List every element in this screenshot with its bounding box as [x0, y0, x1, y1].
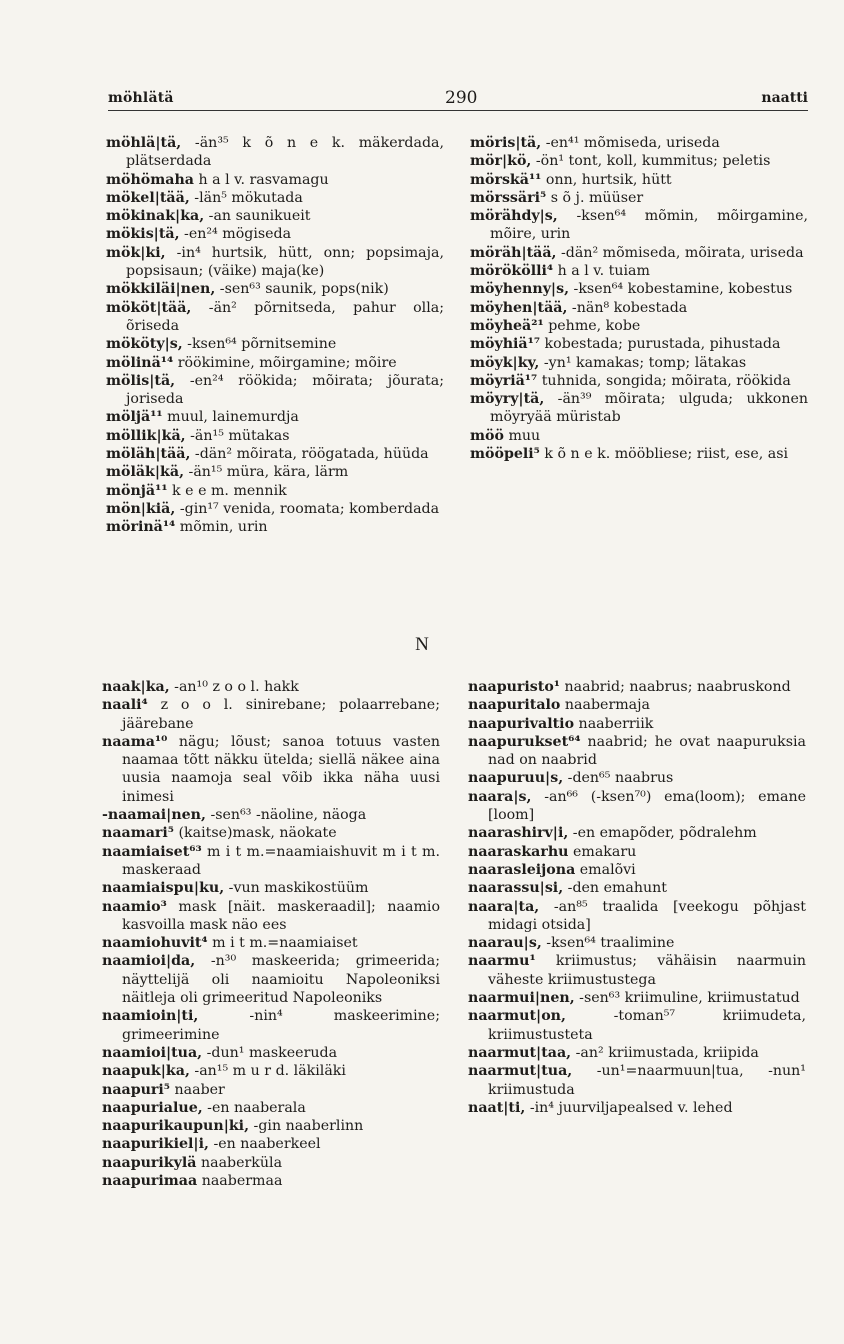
dictionary-entry: [106, 335, 444, 353]
dictionary-entry: [470, 171, 808, 189]
dictionary-entry: [102, 1117, 440, 1135]
dictionary-entry: [470, 134, 808, 152]
dictionary-entry: [468, 879, 806, 897]
dictionary-entry: [106, 244, 444, 281]
entry-definition: -an⁶⁶ (-ksen⁷⁰) ema(loom); emane [loom]: [488, 788, 806, 824]
column-top-right: [470, 134, 808, 463]
entry-definition: -en²⁴ mögiseda: [179, 226, 292, 243]
entry-definition: -toman⁵⁷ kriimudeta, kriimustusteta: [488, 1008, 806, 1043]
entry-headword: naapurimaa: [102, 1173, 198, 1190]
dictionary-entry: [102, 806, 440, 824]
dictionary-entry: [106, 171, 444, 189]
entry-headword: mök|ki,: [106, 244, 166, 261]
dictionary-entry: [106, 518, 444, 536]
dictionary-entry: [468, 952, 806, 989]
header-left-guideword: möhlätä: [108, 90, 174, 106]
entry-definition: -vun maskikostüüm: [224, 880, 369, 897]
entry-definition: -den emahunt: [563, 880, 667, 897]
dictionary-entry: [102, 843, 440, 880]
entry-headword: möljä¹¹: [106, 409, 163, 426]
entry-headword: möhlä|tä,: [106, 135, 182, 151]
entry-headword: möläh|tää,: [106, 446, 191, 463]
entry-headword: mönjä¹¹: [106, 482, 168, 499]
entry-headword: naama¹⁰: [102, 733, 168, 750]
entry-definition: naabermaja: [560, 697, 650, 714]
dictionary-entry: [468, 769, 806, 787]
entry-definition: -ksen⁶⁴ kobestamine, kobestus: [569, 281, 793, 298]
entry-headword: möllik|kä,: [106, 427, 186, 444]
dictionary-entry: [468, 934, 806, 952]
entry-headword: mökkiläi|nen,: [106, 281, 216, 298]
entry-headword: -naamai|nen,: [102, 807, 206, 824]
dictionary-entry: [106, 427, 444, 445]
entry-headword: mörskä¹¹: [470, 171, 542, 188]
dictionary-entry: [470, 244, 808, 262]
dictionary-entry: [102, 1081, 440, 1099]
entry-headword: naapuri⁵: [102, 1081, 171, 1098]
entry-definition: -en⁴¹ mõmiseda, uriseda: [541, 135, 720, 151]
entry-headword: möyriä¹⁷: [470, 372, 538, 389]
entry-definition: z o o l. sinirebane; polaarrebane; jäärebane: [122, 697, 440, 732]
dictionary-entry: [102, 824, 440, 842]
entry-definition: -dän² mõirata, röögatada, hüüda: [190, 446, 429, 463]
dictionary-entry: [102, 934, 440, 952]
entry-definition: -än¹⁵ müra, kära, lärm: [184, 464, 349, 481]
entry-definition: -den⁶⁵ naabrus: [563, 770, 674, 787]
entry-headword: mölinä¹⁴: [106, 354, 174, 371]
dictionary-entry: [468, 1007, 806, 1044]
entry-definition: -nin⁴ maskeerimine; grimeerimine: [122, 1008, 440, 1043]
entry-definition: tuhnida, songida; mõirata, röökida: [537, 372, 791, 389]
dictionary-entry: [106, 225, 444, 243]
dictionary-entry: [102, 678, 440, 696]
dictionary-entry: [470, 152, 808, 170]
entry-headword: möyhen|tää,: [470, 299, 568, 316]
dictionary-entry: [102, 1172, 440, 1190]
dictionary-entry: [468, 824, 806, 842]
dictionary-entry: [470, 262, 808, 280]
entry-headword: naarmui|nen,: [468, 990, 575, 1007]
column-bottom-right: [468, 678, 806, 1117]
dictionary-entry: [102, 733, 440, 806]
entry-definition: -un¹=naarmuun|tua, -nun¹ kriimustuda: [488, 1063, 806, 1098]
entry-definition: -en emapõder, põdralehm: [568, 825, 757, 842]
dictionary-entry: [468, 989, 806, 1007]
dictionary-entry: [106, 299, 444, 336]
entry-definition: s õ j. müüser: [546, 189, 644, 206]
entry-definition: -dän² mõmiseda, mõirata, uriseda: [556, 244, 804, 261]
dictionary-entry: [468, 715, 806, 733]
dictionary-entry: [468, 696, 806, 714]
entry-headword: naarau|s,: [468, 935, 542, 952]
entry-headword: möhömaha: [106, 171, 194, 188]
dictionary-entry: [470, 390, 808, 427]
entry-definition: naaberriik: [574, 715, 654, 732]
entry-headword: naamiaiset⁶³: [102, 843, 202, 860]
entry-headword: naamioi|da,: [102, 953, 196, 970]
dictionary-entry: [106, 408, 444, 426]
entry-definition: m i t m.=naamiaiset: [207, 935, 358, 952]
entry-headword: mököty|s,: [106, 336, 183, 353]
page-header: [108, 86, 808, 111]
entry-headword: mököt|tää,: [106, 299, 192, 316]
entry-headword: naamiaispu|ku,: [102, 880, 225, 897]
entry-definition: -län⁵ mökutada: [189, 189, 303, 206]
entry-definition: emakaru: [568, 843, 637, 860]
dictionary-entry: [102, 952, 440, 1007]
entry-headword: naat|ti,: [468, 1099, 526, 1116]
entry-headword: mökel|tää,: [106, 189, 190, 206]
entry-definition: -n³⁰ maskeerida; grimeerida; näyttelijä oli naamioitu Napoleoniksi näitleja oli grimeeritud Napoleoniks: [122, 953, 440, 1007]
dictionary-entry: [468, 843, 806, 861]
dictionary-entry: [102, 1062, 440, 1080]
entry-definition: -ksen⁶⁴ põrnitsemine: [182, 336, 337, 353]
entry-definition: k õ n e k. mööbliese; riist, ese, asi: [539, 446, 789, 463]
section-letter: N: [415, 634, 429, 655]
entry-headword: naarassu|si,: [468, 880, 564, 897]
dictionary-entry: [468, 1062, 806, 1099]
dictionary-entry: [106, 445, 444, 463]
entry-definition: onn, hurtsik, hütt: [541, 171, 672, 188]
entry-headword: möyhenny|s,: [470, 281, 570, 298]
entry-headword: naapurivaltio: [468, 715, 575, 732]
entry-headword: möräh|tää,: [470, 244, 557, 261]
entry-definition: kriimustus; vähäisin naarmuin väheste kriimustustega: [488, 953, 806, 988]
dictionary-entry: [468, 861, 806, 879]
entry-headword: naapurikaupun|ki,: [102, 1118, 250, 1135]
dictionary-entry: [106, 463, 444, 481]
dictionary-entry: [102, 1135, 440, 1153]
entry-headword: naapuruu|s,: [468, 770, 564, 787]
dictionary-entry: [468, 733, 806, 770]
entry-headword: naak|ka,: [102, 679, 170, 695]
entry-definition: -dun¹ maskeeruda: [202, 1044, 338, 1061]
dictionary-entry: [470, 427, 808, 445]
entry-headword: möyheä²¹: [470, 317, 544, 334]
dictionary-entry: [468, 898, 806, 935]
dictionary-entry: [106, 482, 444, 500]
entry-definition: röökimine, mõirgamine; mõire: [173, 354, 397, 371]
entry-definition: kobestada; purustada, pihustada: [540, 336, 781, 353]
entry-headword: naamari⁵: [102, 825, 174, 842]
entry-headword: naapurukset⁶⁴: [468, 733, 581, 750]
entry-headword: naarmut|taa,: [468, 1044, 572, 1061]
entry-headword: naaraskarhu: [468, 843, 569, 860]
entry-definition: muu: [503, 427, 541, 444]
dictionary-entry: [102, 898, 440, 935]
header-right-guideword: naatti: [761, 90, 808, 106]
entry-headword: naarashirv|i,: [468, 825, 569, 842]
entry-headword: mölis|tä,: [106, 372, 176, 389]
entry-definition: -en²⁴ röökida; mõirata; jõurata; joriseda: [126, 372, 444, 408]
entry-headword: naarmu¹: [468, 953, 536, 970]
entry-definition: -yn¹ kamakas; tomp; lätakas: [539, 354, 747, 371]
entry-definition: -än² põrnitseda, pahur olla; õriseda: [126, 299, 444, 334]
dictionary-entry: [468, 788, 806, 825]
dictionary-entry: [470, 354, 808, 372]
dictionary-entry: [106, 280, 444, 298]
entry-definition: -an saunikueit: [204, 208, 311, 225]
dictionary-entry: [106, 500, 444, 518]
entry-headword: naamioi|tua,: [102, 1044, 203, 1061]
entry-definition: naabrid; he ovat naapuruksia nad on naabrid: [488, 733, 806, 769]
dictionary-entry: [106, 189, 444, 207]
entry-definition: -ksen⁶⁴ mõmin, mõirgamine, mõire, urin: [490, 208, 808, 243]
entry-headword: naarmut|on,: [468, 1008, 566, 1025]
entry-definition: -ön¹ tont, koll, kummitus; peletis: [531, 153, 771, 170]
dictionary-entry: [470, 317, 808, 335]
entry-definition: -än³⁵ k õ n e k. mäkerdada, plätserdada: [126, 135, 444, 170]
dictionary-entry: [468, 678, 806, 696]
entry-definition: -sen⁶³ saunik, pops(nik): [215, 281, 389, 298]
dictionary-entry: [470, 207, 808, 244]
entry-headword: mökis|tä,: [106, 226, 180, 243]
entry-headword: mön|kiä,: [106, 500, 176, 517]
dictionary-entry: [106, 372, 444, 409]
dictionary-entry: [470, 445, 808, 463]
entry-definition: naaberküla: [196, 1154, 283, 1171]
entry-definition: -in⁴ hurtsik, hütt, onn; popsimaja, popsisaun; (väike) maja(ke): [126, 244, 444, 280]
entry-headword: naarasleijona: [468, 861, 576, 878]
dictionary-entry: [102, 1044, 440, 1062]
entry-definition: naabrid; naabrus; naabruskond: [560, 679, 791, 695]
entry-headword: naapuritalo: [468, 697, 561, 714]
entry-headword: mörssäri⁵: [470, 189, 547, 206]
entry-headword: naapurikylä: [102, 1154, 197, 1171]
entry-definition: -sen⁶³ -näoline, näoga: [205, 807, 367, 824]
entry-definition: (kaitse)mask, näokate: [173, 825, 337, 842]
dictionary-entry: [468, 1099, 806, 1117]
entry-definition: -gin¹⁷ venida, roomata; komberdada: [175, 500, 440, 517]
page-number: 290: [445, 88, 478, 108]
entry-headword: naapuk|ka,: [102, 1063, 190, 1080]
entry-headword: naarmut|tua,: [468, 1063, 573, 1080]
entry-headword: mörinä¹⁴: [106, 519, 176, 536]
entry-definition: naabermaa: [197, 1173, 283, 1190]
entry-headword: naara|ta,: [468, 898, 540, 915]
entry-definition: muul, lainemurdja: [162, 409, 299, 426]
column-bottom-left: [102, 678, 440, 1190]
entry-definition: naaber: [170, 1081, 225, 1098]
entry-definition: -en naaberkeel: [208, 1136, 321, 1153]
entry-headword: mööpeli⁵: [470, 446, 540, 463]
entry-definition: -en naaberala: [202, 1099, 306, 1116]
entry-headword: möyk|ky,: [470, 354, 540, 371]
entry-headword: mör|kö,: [470, 153, 532, 170]
dictionary-entry: [102, 1154, 440, 1172]
entry-definition: nägu; lõust; sanoa totuus vasten naamaa tõtt näkku ütelda; siellä näkee aina uusia naamoja seal võib ikka näha uusi inimesi: [122, 733, 440, 805]
entry-headword: naapurialue,: [102, 1099, 203, 1116]
dictionary-entry: [102, 696, 440, 733]
entry-headword: naamiohuvit⁴: [102, 935, 208, 952]
entry-headword: möö: [470, 427, 504, 444]
entry-headword: mörähdy|s,: [470, 208, 558, 225]
dictionary-entry: [102, 879, 440, 897]
entry-definition: pehme, kobe: [543, 317, 641, 334]
entry-definition: mask [näit. maskeraadil]; naamio kasvoilla mask näo ees: [122, 898, 440, 933]
dictionary-entry: [106, 134, 444, 171]
entry-headword: möyry|tä,: [470, 391, 545, 408]
entry-definition: -sen⁶³ kriimuline, kriimustatud: [574, 990, 800, 1007]
dictionary-entry: [106, 354, 444, 372]
entry-definition: -än¹⁵ mütakas: [185, 427, 290, 444]
entry-definition: emalõvi: [575, 861, 636, 878]
entry-headword: mökinak|ka,: [106, 208, 205, 225]
entry-definition: -an² kriimustada, kriipida: [571, 1044, 759, 1061]
entry-definition: h a l v. tuiam: [553, 263, 650, 280]
entry-definition: -gin naaberlinn: [249, 1118, 364, 1135]
entry-definition: -än³⁹ mõirata; ulguda; ukkonen möyryää müristab: [490, 391, 808, 426]
entry-definition: -nän⁸ kobestada: [567, 299, 688, 316]
entry-definition: -an⁸⁵ traalida [veekogu põhjast midagi otsida]: [488, 898, 806, 933]
entry-headword: naara|s,: [468, 788, 532, 805]
entry-headword: mörökölli⁴: [470, 263, 554, 280]
dictionary-entry: [470, 189, 808, 207]
entry-headword: naapuristo¹: [468, 679, 561, 695]
dictionary-entry: [470, 299, 808, 317]
entry-definition: h a l v. rasvamagu: [193, 171, 329, 188]
dictionary-entry: [102, 1099, 440, 1117]
dictionary-entry: [106, 207, 444, 225]
entry-headword: naali⁴: [102, 697, 148, 714]
entry-headword: naamioin|ti,: [102, 1008, 199, 1025]
entry-headword: möläk|kä,: [106, 464, 185, 481]
entry-headword: möyhiä¹⁷: [470, 336, 541, 353]
dictionary-entry: [102, 1007, 440, 1044]
dictionary-entry: [470, 335, 808, 353]
entry-definition: -ksen⁶⁴ traalimine: [541, 935, 675, 952]
entry-definition: mõmin, urin: [175, 519, 268, 536]
entry-definition: -an¹⁵ m u r d. läkiläki: [189, 1063, 346, 1080]
entry-headword: möris|tä,: [470, 135, 542, 151]
dictionary-entry: [470, 280, 808, 298]
entry-definition: m i t m.=naamiaishuvit m i t m. maskeraad: [122, 843, 440, 878]
entry-definition: -an¹⁰ z o o l. hakk: [169, 679, 299, 695]
dictionary-entry: [468, 1044, 806, 1062]
column-top-left: [106, 134, 444, 537]
entry-headword: naamio³: [102, 898, 167, 915]
entry-headword: naapurikiel|i,: [102, 1136, 209, 1153]
dictionary-entry: [470, 372, 808, 390]
entry-definition: k e e m. mennik: [167, 482, 287, 499]
entry-definition: -in⁴ juurviljapealsed v. lehed: [525, 1099, 733, 1116]
